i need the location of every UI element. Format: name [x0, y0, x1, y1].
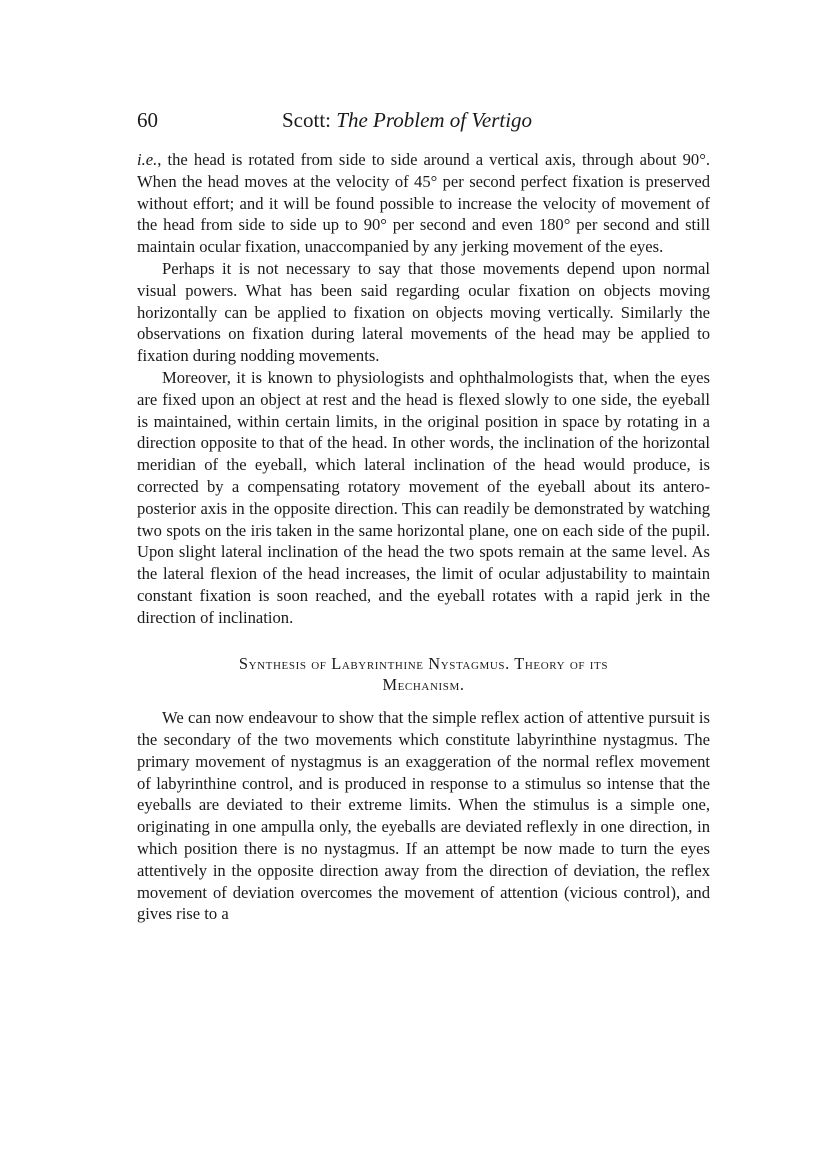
paragraph-continued [137, 149, 710, 258]
running-head-title: The Problem of Vertigo [336, 108, 533, 132]
section-heading [137, 653, 710, 697]
paragraph-lead-abbrev: i.e. [137, 150, 158, 169]
section-heading-line1: Synthesis of Labyrinthine Nystagmus. Theory of its [238, 653, 609, 673]
running-head-separator: : [325, 108, 337, 132]
section-spacer [137, 629, 710, 653]
page-number: 60 [137, 108, 158, 132]
paragraph-nystagmus-synthesis: We can now endeavour to show that the simple reflex action of attentive pursuit is the secondary of the two movements which constitute labyrinthine nystagmus. The primary movement of nystagmus is an exaggeration of the normal reflex movement of labyrinthine control, and is produced in response to a stimulus so intense that the eyeballs are deviated to their extreme limits. When the stimulus is a simple one, originating in one ampulla only, the eyeballs are deviated reflexly in one direction, in which position there is no nystagmus. If an attempt be now made to turn the eyes attentively in the opposite direction away from the direction of deviation, the reflex movement of deviation overcomes the movement of attention (vicious control), and gives rise to a [137, 708, 710, 924]
section-heading-line2: Mechanism. [382, 675, 465, 695]
paragraph-head-flexion: Moreover, it is known to physiologists and ophthalmologists that, when the eyes are fixed upon an object at rest and the head is flexed slowly to one side, the eyeball is maintained, within certain limits, in the original position in space by rotating in a direction opposite to that of the head. In other words, the inclination of the horizontal meridian of the eyeball, which lateral inclination of the head would produce, is corrected by a compensating rotatory movement of the eyeball about its antero-posterior axis in the opposite direction. This can readily be demonstrated by watching two spots on the iris taken in the same horizontal plane, one on each side of the pupil. Upon slight lateral inclination of the head the two spots remain at the same level. As the lateral flexion of the head increases, the limit of ocular adjustability to maintain constant fixation is soon reached, and the eyeball rotates with a rapid jerk in the direction of inclination. [137, 367, 710, 627]
running-head [282, 108, 532, 133]
running-head-author: Scott [282, 108, 326, 132]
heading-spacer [137, 696, 710, 707]
paragraph-visual-powers: Perhaps it is not necessary to say that those movements depend upon normal visual powers. What has been said regarding ocular fixation on objects moving horizontally can be applied to fixation on objects moving vertically. Similarly the observations on fixation during lateral movements of the head may be applied to fixation during nodding movements. [137, 258, 710, 366]
page-body [137, 149, 710, 925]
paragraph-continued-text: , the head is rotated from side to side around a vertical axis, through about 90°. When the head moves at the velocity of 45° per second perfect fixation is preserved without effort; and it will be found possible to increase the velocity of movement of the head from side to side up to 90° per second and even 180° per second and still maintain ocular fixation, unaccompanied by any jerking movement of the eyes. [137, 150, 710, 257]
page-header [137, 108, 710, 134]
